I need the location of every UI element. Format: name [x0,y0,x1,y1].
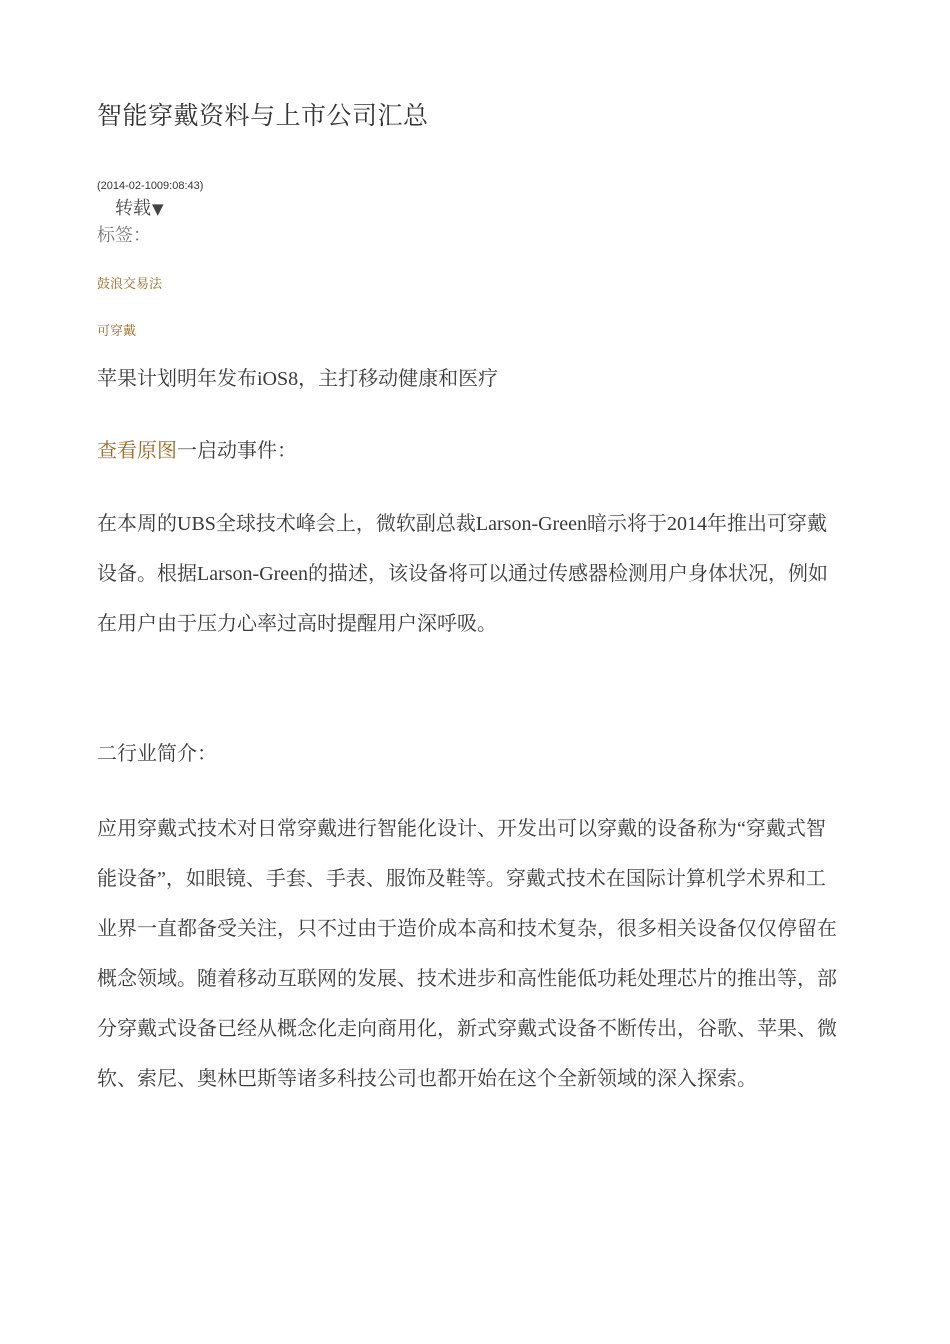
repost-label: 转载 [115,198,151,219]
industry-heading: 二行业简介： [97,743,217,765]
tag-link-wearable[interactable]: 可穿戴 [97,324,137,339]
repost-button[interactable] [115,194,164,220]
tags-label: 标签： [97,225,151,246]
view-original-image-link[interactable]: 查看原图 [97,440,177,462]
industry-paragraph: 应用穿戴式技术对日常穿戴进行智能化设计、开发出可以穿戴的设备称为“穿戴式智能设备”，如眼镜、手套、手表、服饰及鞋等。穿戴式技术在国际计算机学术界和工业界一直都备受关注，只不过由于造价成本高和技术复杂，很多相关设备仅仅停留在概念领域。随着移动互联网的发展、技术进步和高性能低功耗处理芯片的推出等，部分穿戴式设备已经从概念化走向商用化，新式穿戴式设备不断传出，谷歌、苹果、微软、索尼、奥林巴斯等诸多科技公司也都开始在这个全新领域的深入探索。 [97,818,837,1090]
event-heading: 一启动事件： [177,440,297,462]
event-paragraph: 在本周的UBS全球技术峰会上，微软副总裁Larson-Green暗示将于2014年推出可穿戴设备。根据Larson-Green的描述，该设备将可以通过传感器检测用户身体状况，例如在用户由于压力心率过高时提醒用户深呼吸。 [97,513,829,635]
tag-link-gulang[interactable]: 鼓浪交易法 [97,277,163,292]
event-heading-line [97,438,842,464]
article-subheading: 苹果计划明年发布iOS8，主打移动健康和医疗 [97,368,499,390]
article-title: 智能穿戴资料与上市公司汇总 [97,101,429,130]
dropdown-arrow-icon: ▼ [152,200,164,218]
post-timestamp: (2014-02-1009:08:43) [97,180,204,192]
